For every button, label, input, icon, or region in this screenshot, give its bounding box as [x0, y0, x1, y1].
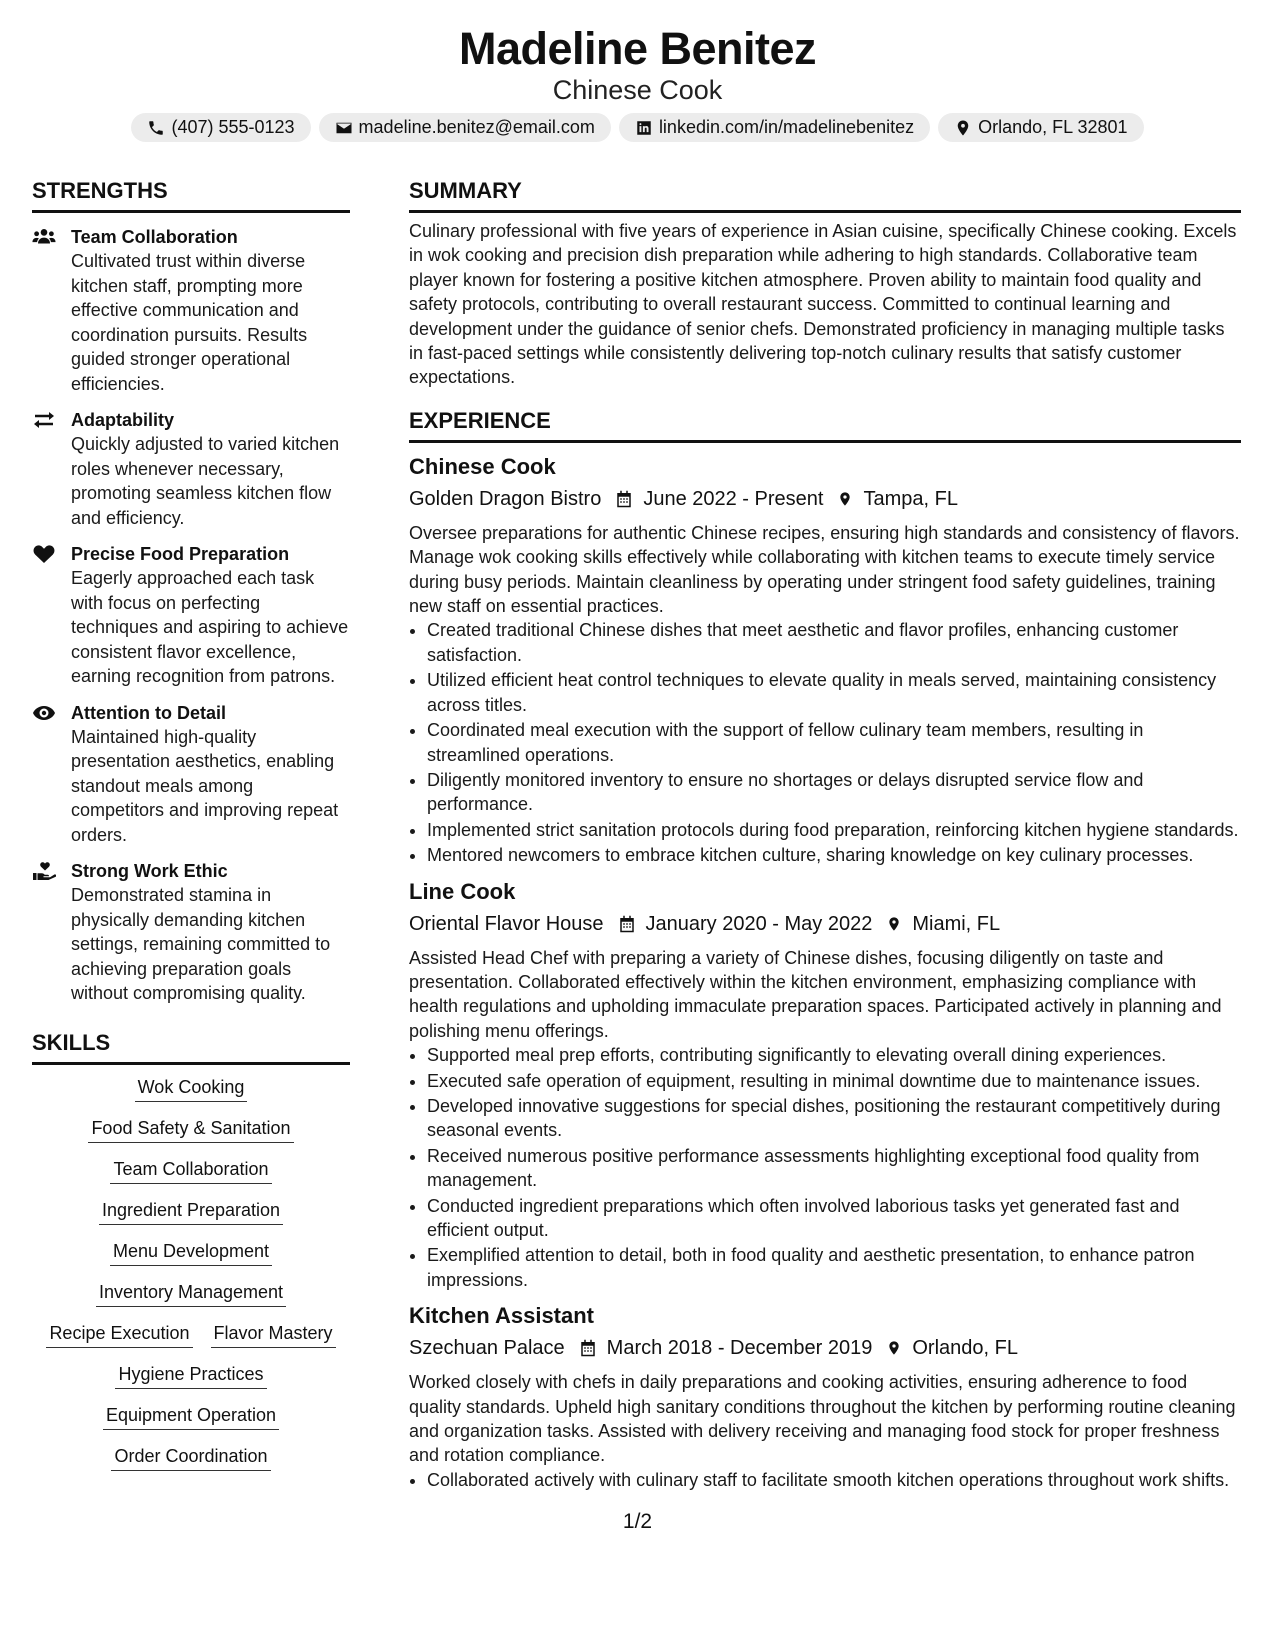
strengths-heading: STRENGTHS [32, 178, 350, 213]
envelope-icon [335, 119, 353, 137]
skill-tag: Food Safety & Sanitation [88, 1116, 293, 1143]
strength-description: Quickly adjusted to varied kitchen roles whenever necessary, promoting seamless kitchen flow and efficiency. [71, 434, 340, 528]
bullet-item: • Exemplified attention to detail, both in food quality and aesthetic presentation, to enhance patron impressions. [427, 1243, 1241, 1292]
job-entry [409, 453, 1241, 868]
job-meta [409, 910, 1241, 938]
candidate-role: Chinese Cook [552, 75, 723, 105]
skill-tag: Menu Development [110, 1239, 272, 1266]
strength-title: Team Collaboration [71, 227, 238, 247]
right-column [409, 178, 1241, 1493]
contact-bar [0, 113, 1275, 142]
location-text: Orlando, FL 32801 [978, 117, 1128, 137]
location-pin-icon [886, 915, 902, 933]
skill-tag: Order Coordination [111, 1444, 270, 1471]
job-location: Tampa, FL [863, 487, 958, 510]
bullet-item: • Created traditional Chinese dishes that meet aesthetic and flavor profiles, enhancing customer satisfaction. [427, 618, 1241, 667]
strength-title: Adaptability [71, 410, 175, 430]
bullet-item: • Mentored newcomers to embrace kitchen culture, sharing knowledge on key culinary processes. [427, 843, 1241, 867]
calendar-icon [579, 1339, 597, 1357]
job-meta [409, 1334, 1241, 1362]
hand-holding-heart-icon [32, 861, 56, 881]
contact-email[interactable] [319, 113, 611, 142]
job-dates: March 2018 - December 2019 [606, 1337, 873, 1360]
candidate-name: Madeline Benitez [458, 23, 817, 74]
skill-tag: Ingredient Preparation [99, 1198, 283, 1225]
bullet-item: • Received numerous positive performance assessments highlighting exceptional food quality from management. [427, 1144, 1241, 1193]
bullet-item: • Executed safe operation of equipment, resulting in minimal downtime due to maintenance issues. [427, 1069, 1241, 1093]
skills-list [32, 1075, 350, 1471]
phone-icon [147, 119, 165, 137]
bullet-item: • Collaborated actively with culinary staff to facilitate smooth kitchen operations throughout work shifts. [427, 1468, 1241, 1492]
skill-tag: Recipe Execution [46, 1321, 192, 1348]
exchange-arrows-icon [32, 410, 56, 430]
job-company: Szechuan Palace [409, 1337, 565, 1360]
skill-tag: Wok Cooking [135, 1075, 248, 1102]
job-company: Golden Dragon Bistro [409, 487, 602, 510]
bullet-item: • Diligently monitored inventory to ensure no shortages or delays disrupted service flow and performance. [427, 768, 1241, 817]
contact-phone[interactable] [131, 113, 310, 142]
job-title: Chinese Cook [409, 453, 556, 479]
heart-icon [32, 544, 56, 564]
bullet-item: • Utilized efficient heat control techniques to elevate quality in meals served, maintaining consistency across titles. [427, 668, 1241, 717]
contact-location[interactable] [938, 113, 1143, 142]
job-bullets [409, 1468, 1241, 1492]
skill-tag: Equipment Operation [103, 1403, 279, 1430]
skill-tag: Team Collaboration [110, 1157, 271, 1184]
bullet-item: • Developed innovative suggestions for special dishes, positioning the restaurant competitively during seasonal events. [427, 1094, 1241, 1143]
job-dates: June 2022 - Present [643, 487, 824, 510]
strength-title: Precise Food Preparation [71, 544, 290, 564]
eye-icon [32, 703, 56, 723]
summary-heading: SUMMARY [409, 178, 1241, 213]
job-description: Worked closely with chefs in daily preparations and cooking activities, ensuring adherence to food quality standards. Upheld high sanitary conditions throughout the kitchen by performing routine cleaning and organization tasks. Assisted with delivery receiving and managing food stock for proper freshness and rotation compliance. [409, 1372, 1236, 1466]
strength-item [32, 859, 350, 1006]
linkedin-text: linkedin.com/in/madelinebenitez [658, 117, 915, 137]
strengths-list [32, 225, 350, 1006]
users-icon [32, 227, 56, 247]
skill-tag: Inventory Management [96, 1280, 286, 1307]
linkedin-icon [635, 119, 653, 137]
contact-linkedin[interactable] [619, 113, 930, 142]
job-title: Line Cook [409, 878, 516, 904]
skill-tag: Flavor Mastery [211, 1321, 336, 1348]
strength-description: Demonstrated stamina in physically demanding kitchen settings, remaining committed to achieving preparation goals without compromising quality. [71, 885, 331, 1003]
job-location: Orlando, FL [912, 1337, 1018, 1360]
email-text: madeline.benitez@email.com [358, 117, 595, 137]
job-entry [409, 1302, 1241, 1492]
experience-heading: EXPERIENCE [409, 408, 1241, 443]
calendar-icon [615, 490, 633, 508]
page-number: 1/2 [622, 1510, 653, 1533]
strength-description: Eagerly approached each task with focus on perfecting techniques and aspiring to achieve consistent flavor excellence, earning recognition from patrons. [71, 568, 349, 686]
phone-text: (407) 555-0123 [171, 117, 295, 137]
location-pin-icon [837, 490, 853, 508]
bullet-item: • Coordinated meal execution with the support of fellow culinary team members, resulting in streamlined operations. [427, 718, 1241, 767]
bullet-item: • Supported meal prep efforts, contributing significantly to elevating overall dining experiences. [427, 1043, 1241, 1067]
summary-text: Culinary professional with five years of experience in Asian cuisine, specifically Chinese cooking. Excels in wok cooking and precision dish preparation while adhering to high standards. Collaborative team player known for fostering a positive kitchen atmosphere. Proven ability to maintain food quality and safety protocols, contributing to overall restaurant success. Committed to continual learning and development under the guidance of senior chefs. Demonstrated proficiency in managing multiple tasks in fast-paced settings while consistently delivering top-notch culinary results that satisfy customer expectations. [409, 221, 1237, 388]
job-description: Assisted Head Chef with preparing a variety of Chinese dishes, focusing diligently on taste and presentation. Collaborated effectively within the kitchen environment, emphasizing compliance with health regulations and upholding immaculate preparation spaces. Participated actively in planning and polishing menu offerings. [409, 947, 1222, 1041]
job-location: Miami, FL [912, 912, 1001, 935]
job-title: Kitchen Assistant [409, 1303, 595, 1329]
strength-title: Attention to Detail [71, 702, 226, 723]
calendar-icon [618, 915, 636, 933]
job-entry [409, 878, 1241, 1293]
job-bullets [409, 618, 1241, 867]
strength-item [32, 701, 350, 848]
strength-item [32, 542, 350, 689]
location-pin-icon [954, 119, 972, 137]
strength-item [32, 225, 350, 396]
bullet-item: • Conducted ingredient preparations which often involved laborious tasks yet generated fast and efficient output. [427, 1194, 1241, 1243]
job-description: Oversee preparations for authentic Chinese recipes, ensuring high standards and consistency of flavors. Manage wok cooking skills effectively while collaborating with kitchen teams to execute timely service during busy periods. Maintain cleanliness by operating under stringent food safety guidelines, training new staff on essential practices. [409, 522, 1240, 617]
strength-title: Strong Work Ethic [71, 861, 228, 881]
job-bullets [409, 1043, 1241, 1292]
strength-item [32, 408, 350, 530]
job-dates: January 2020 - May 2022 [645, 912, 873, 935]
skills-heading: SKILLS [32, 1030, 350, 1065]
strength-description: Maintained high-quality presentation aesthetics, enabling standout meals among competitors and improving repeat orders. [71, 726, 339, 845]
job-company: Oriental Flavor House [409, 912, 604, 935]
left-column [32, 178, 350, 1485]
skill-tag: Hygiene Practices [115, 1362, 266, 1389]
bullet-item: • Implemented strict sanitation protocols during food preparation, reinforcing kitchen hygiene standards. [427, 818, 1241, 842]
job-meta [409, 485, 1241, 513]
strength-description: Cultivated trust within diverse kitchen staff, prompting more effective communication and coordination pursuits. Results guided stronger operational efficiencies. [71, 251, 308, 394]
location-pin-icon [886, 1339, 902, 1357]
